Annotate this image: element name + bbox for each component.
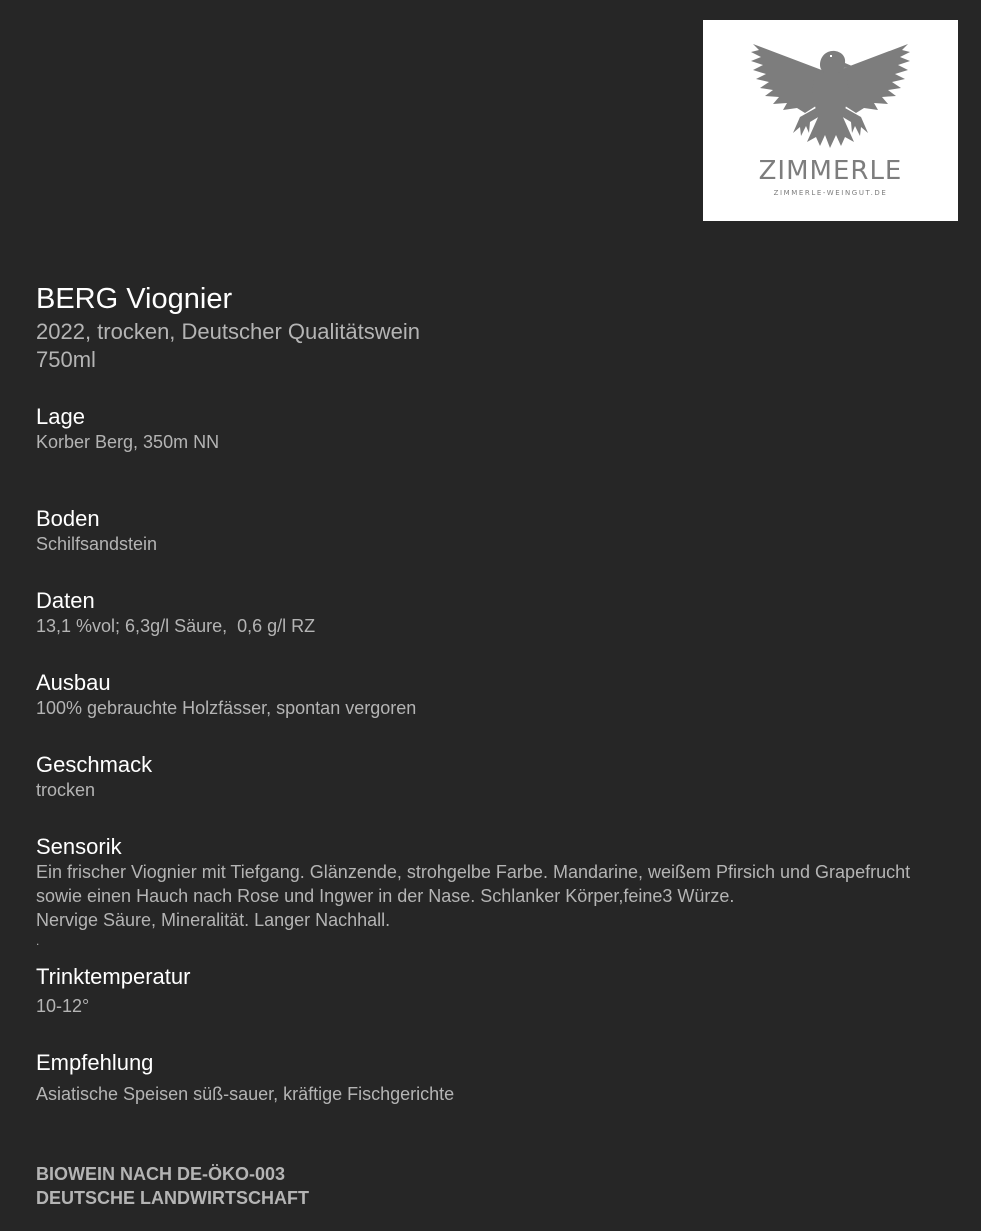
certification-line-2: DEUTSCHE LANDWIRTSCHAFT [36, 1188, 309, 1208]
section-value: 100% gebrauchte Holzfässer, spontan vergoren [36, 698, 417, 718]
wine-name: BERG Viognier [36, 283, 233, 315]
section-value: Schilfsandstein [36, 534, 158, 554]
section-title: Empfehlung [36, 1050, 154, 1075]
certification-line-1: BIOWEIN NACH DE-ÖKO-003 [36, 1164, 286, 1184]
section-value: trocken [36, 780, 96, 800]
section-title: Trinktemperatur [36, 964, 191, 989]
sensorik-line-1: Ein frischer Viognier mit Tiefgang. Glänzende, strohgelbe Farbe. Mandarine, weißem Pfirsich und Grapefrucht [36, 862, 911, 882]
sensorik-line-3: Nervige Säure, Mineralität. Langer Nachhall. [36, 910, 391, 930]
section-ausbau [36, 670, 981, 720]
logo-brand-text: ZIMMERLE [758, 156, 903, 186]
sensorik-trailing-dot: . [36, 934, 40, 948]
winery-logo [703, 20, 958, 221]
section-value: Asiatische Speisen süß-sauer, kräftige Fischgerichte [36, 1084, 455, 1104]
section-empfehlung [36, 1050, 981, 1106]
section-geschmack [36, 752, 981, 802]
section-title: Ausbau [36, 670, 111, 695]
section-value: 10-12° [36, 996, 90, 1016]
section-boden [36, 506, 981, 556]
logo-website-text: ZIMMERLE-WEINGUT.DE [773, 189, 888, 197]
wine-details: 2022, trocken, Deutscher Qualitätswein [36, 319, 420, 344]
section-value: Korber Berg, 350m NN [36, 432, 220, 452]
section-daten [36, 588, 981, 638]
section-title: Sensorik [36, 834, 122, 859]
sensorik-line-2: sowie einen Hauch nach Rose und Ingwer in der Nase. Schlanker Körper,feine3 Würze. [36, 886, 735, 906]
section-title: Geschmack [36, 752, 153, 777]
section-title: Boden [36, 506, 100, 531]
organic-certification [36, 1162, 981, 1210]
section-title: Lage [36, 404, 85, 429]
section-lage [36, 404, 981, 454]
section-sensorik [36, 834, 981, 946]
wine-volume: 750ml [36, 347, 96, 372]
section-trinktemperatur [36, 964, 981, 1018]
section-title: Daten [36, 588, 95, 613]
section-value: 13,1 %vol; 6,3g/l Säure, 0,6 g/l RZ [36, 616, 316, 636]
